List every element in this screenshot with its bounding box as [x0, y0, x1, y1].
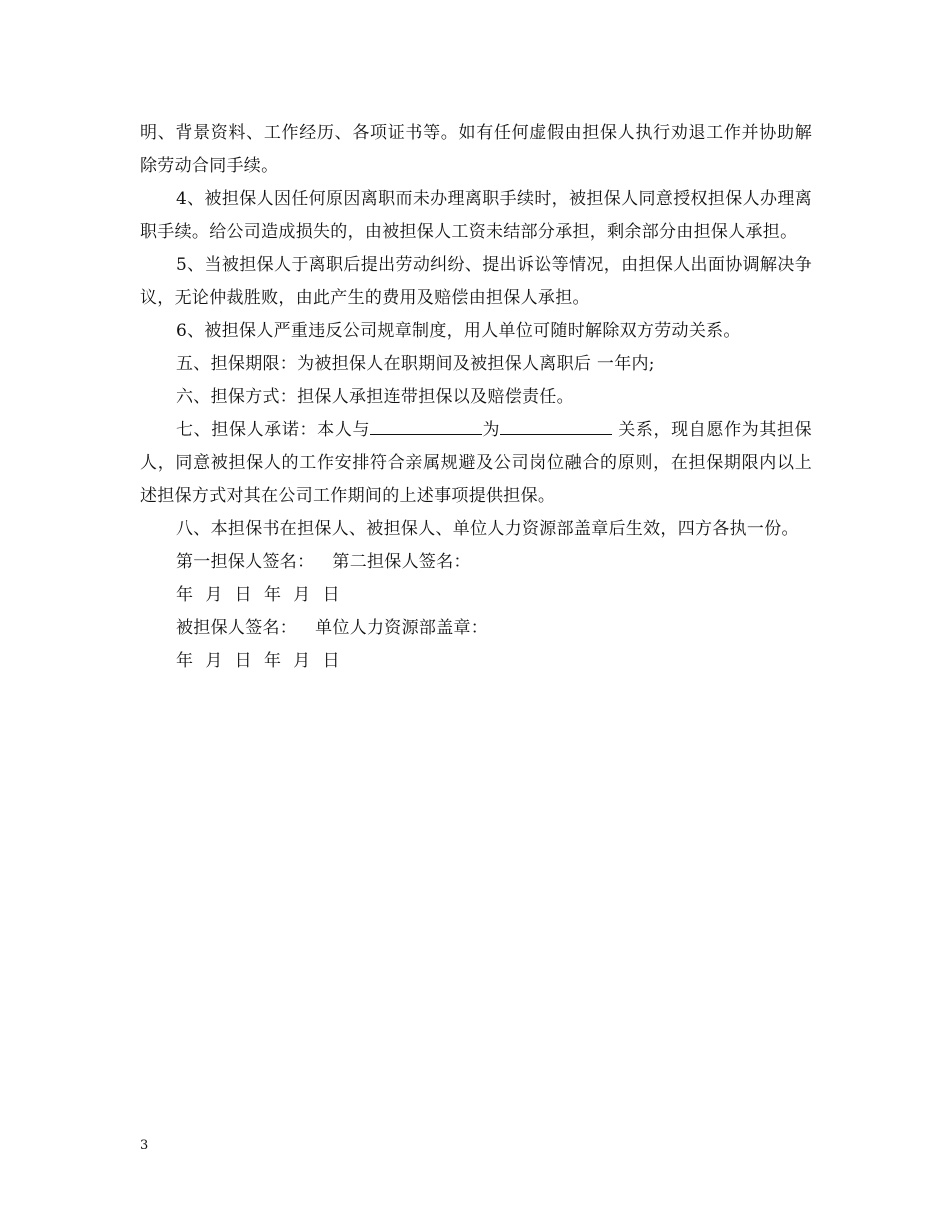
hr-department-seal-label: 单位人力资源部盖章： [315, 618, 489, 638]
date-day-label: 日 [234, 651, 252, 671]
guarantor-date-line [140, 579, 812, 612]
guarantor-commitment [140, 414, 812, 513]
guarantor-signatures [140, 546, 812, 579]
relationship-blank-2 [500, 416, 612, 435]
date-month-label: 月 [205, 651, 223, 671]
paragraph-item-6: 6、被担保人严重违反公司规章制度，用人单位可随时解除双方劳动关系。 [176, 321, 741, 341]
guaranteed-person-signature-label: 被担保人签名： [176, 618, 298, 638]
date-month-label: 月 [293, 651, 311, 671]
document-body [140, 117, 812, 678]
date-year-label: 年 [263, 585, 282, 605]
first-guarantor-signature-label: 第一担保人签名： [176, 552, 315, 572]
date-day-label: 日 [322, 585, 340, 605]
party-date-line [140, 645, 812, 678]
paragraph-item-4: 4、被担保人因任何原因离职而未办理离职手续时，被担保人同意授权担保人办理离职手续。给公司造成损失的，由被担保人工资未结部分承担，剩余部分由担保人承担。 [140, 189, 812, 242]
relationship-blank-1 [370, 416, 482, 435]
date-day-label: 日 [322, 651, 340, 671]
commitment-tail: 关系，现自愿作为其担保人，同意被担保人的工作安排符合亲属规避及公司岗位融合的原则，在担保期限内以上述担保方式对其在公司工作期间的上述事项提供担保。 [140, 420, 812, 506]
date-year-label: 年 [263, 651, 282, 671]
date-year-label: 年 [176, 651, 194, 671]
date-month-label: 月 [205, 585, 223, 605]
page-number: 3 [140, 1138, 149, 1153]
paragraph-continuation: 明、背景资料、工作经历、各项证书等。如有任何虚假由担保人执行劝退工作并协助解除劳动合同手续。 [140, 123, 812, 176]
effective-clause: 八、本担保书在担保人、被担保人、单位人力资源部盖章后生效，四方各执一份。 [176, 519, 799, 539]
guarantee-method: 六、担保方式：担保人承担连带担保以及赔偿责任。 [176, 387, 574, 407]
guarantee-period: 五、担保期限：为被担保人在职期间及被担保人离职后 一年内; [176, 354, 655, 374]
party-signatures [140, 612, 812, 645]
date-year-label: 年 [176, 585, 194, 605]
paragraph-item-5: 5、当被担保人于离职后提出劳动纠纷、提出诉讼等情况，由担保人出面协调解决争议，无论仲裁胜败，由此产生的费用及赔偿由担保人承担。 [140, 255, 812, 308]
second-guarantor-signature-label: 第二担保人签名： [332, 552, 471, 572]
date-day-label: 日 [234, 585, 252, 605]
commitment-lead: 七、担保人承诺：本人与 [176, 420, 371, 440]
commitment-middle: 为 [482, 420, 501, 440]
date-month-label: 月 [293, 585, 311, 605]
